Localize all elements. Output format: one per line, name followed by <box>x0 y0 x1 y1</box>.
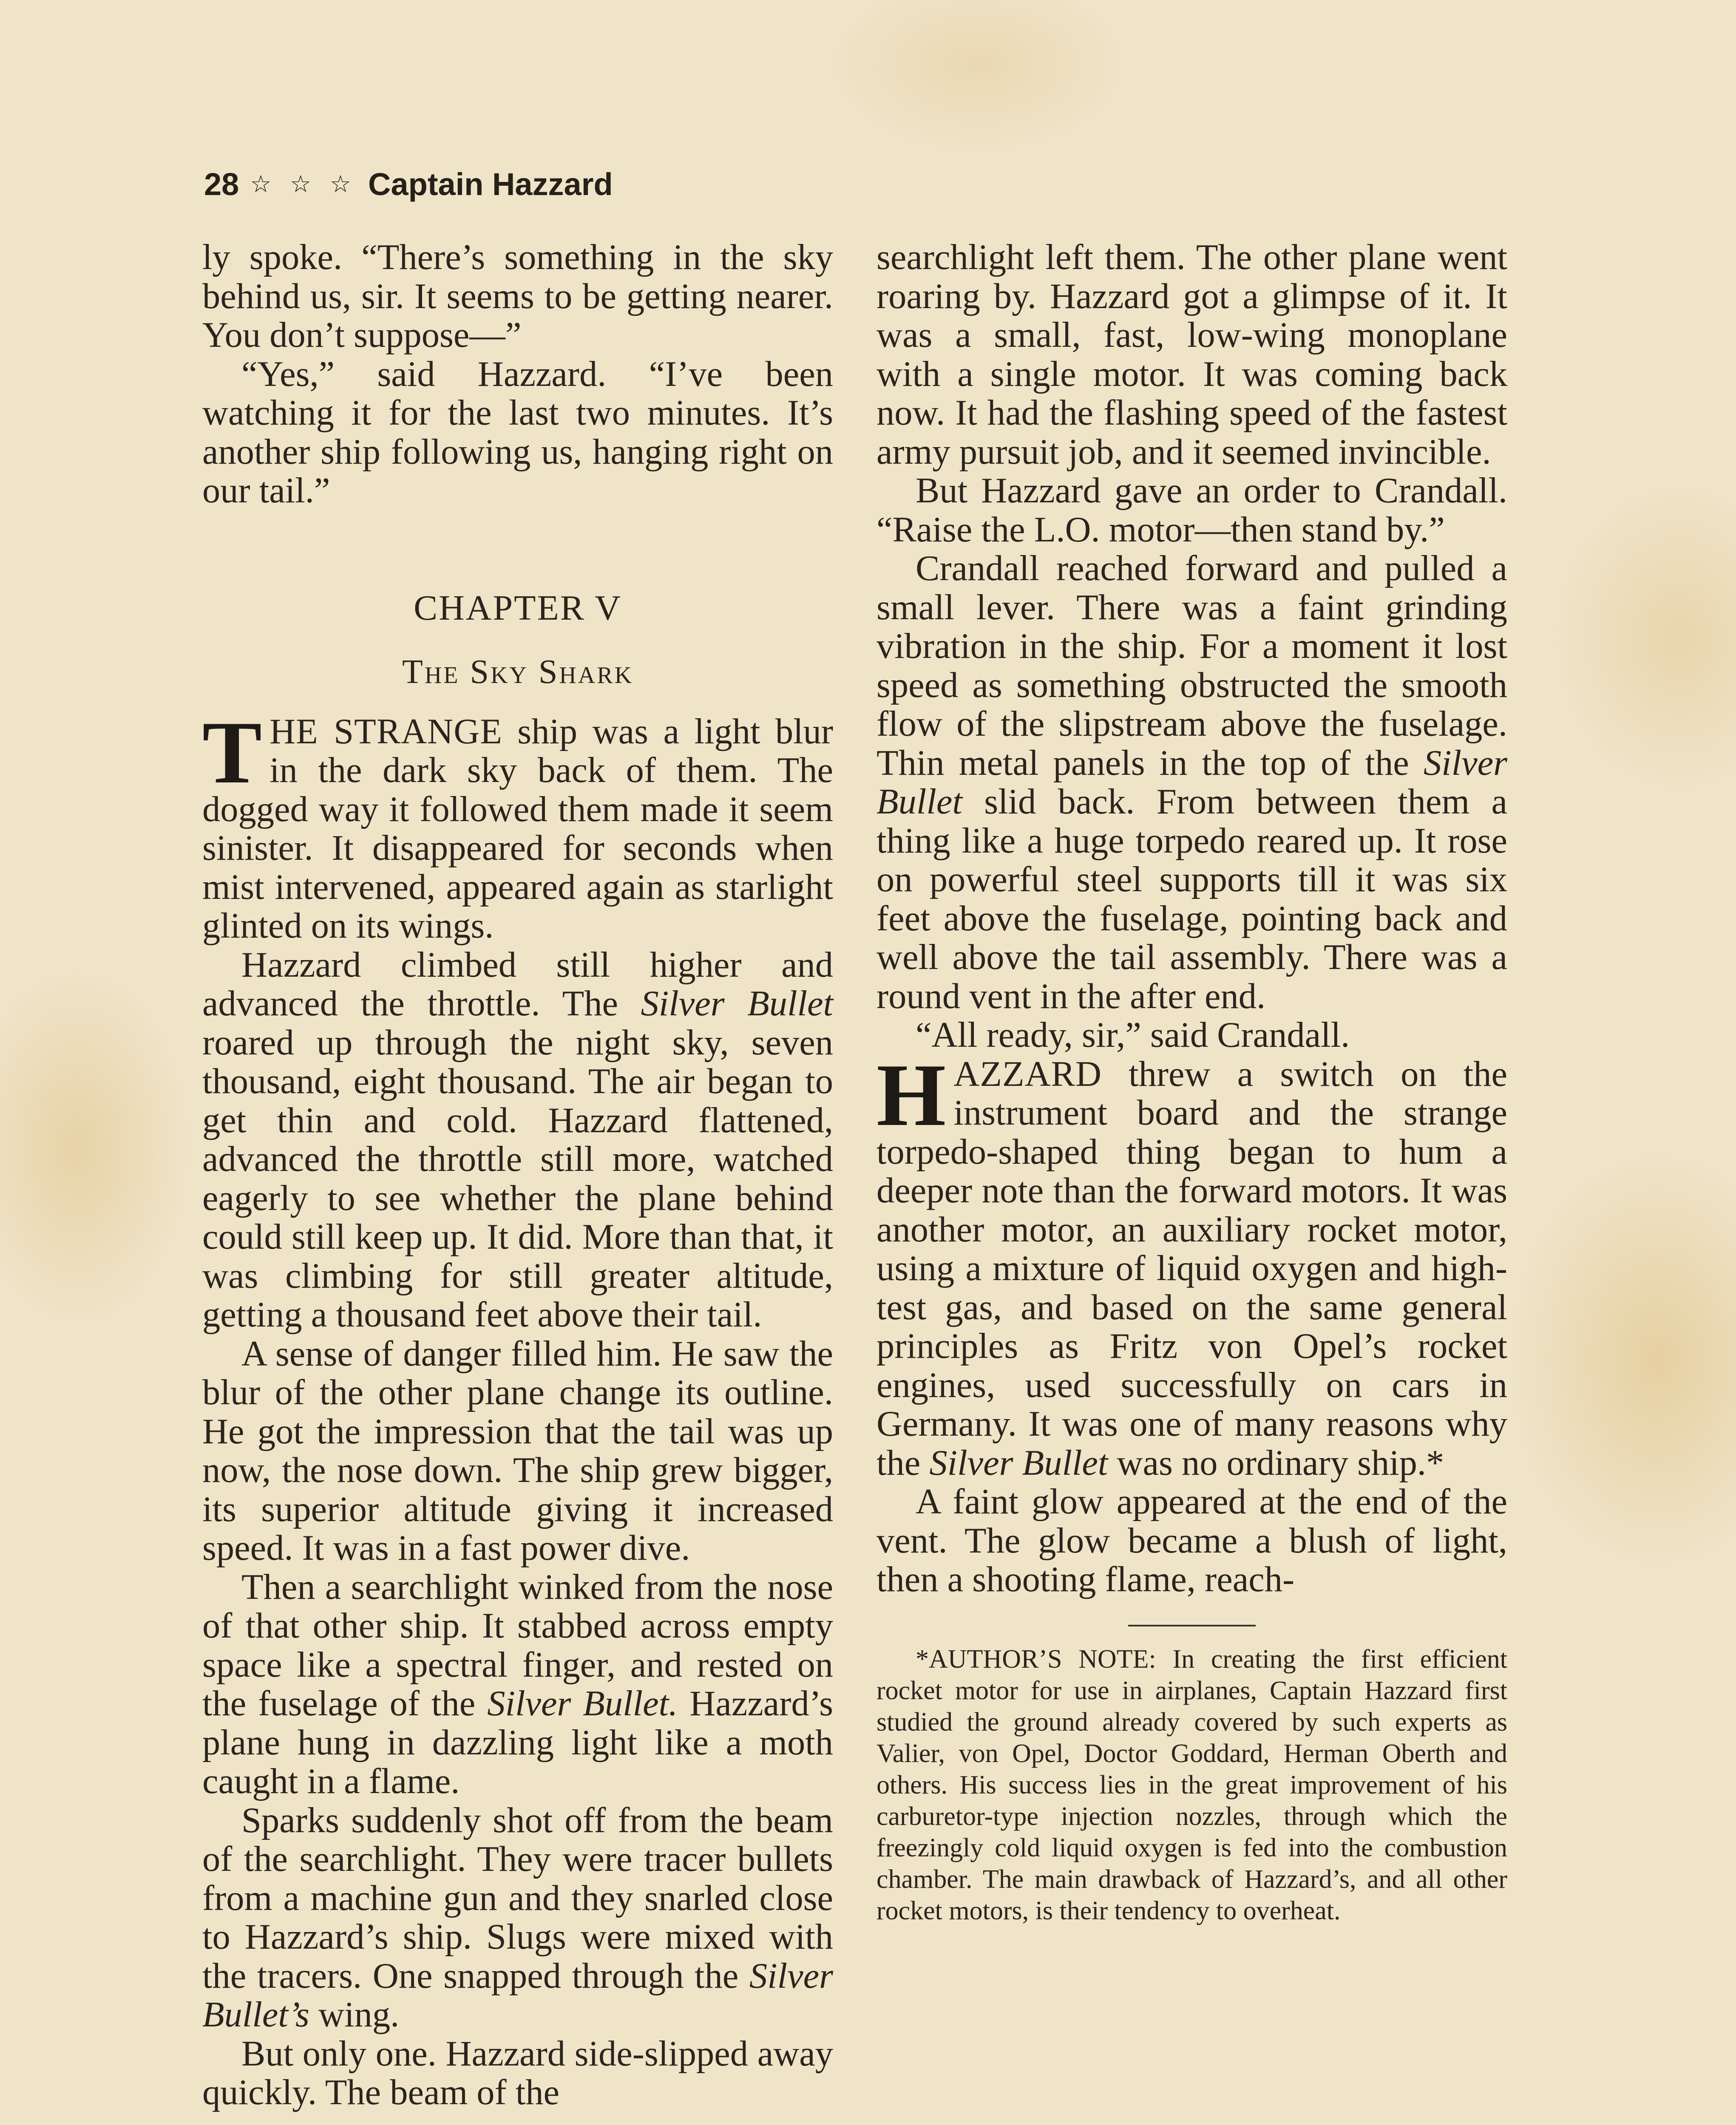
ship-name: Silver Bullet <box>929 1443 1108 1483</box>
paragraph <box>202 1568 833 1801</box>
paragraph: But Hazzard gave an order to Crandall. “Raise the L.O. motor—then stand by.” <box>877 471 1507 550</box>
paragraph <box>877 549 1507 1016</box>
right-column <box>877 238 1507 1927</box>
paragraph-text: ship was a light blur in the dark sky back of them. The dogged way it followed them made it seem sinister. It disappeared for seconds when mist intervened, appeared again as starlight glinted on its wings. <box>202 711 833 946</box>
author-footnote: *AUTHOR’S NOTE: In creating the first efficient rocket motor for use in airplanes, Captain Hazzard first studied the ground already covered by such experts as Valier, von Opel, Doctor Goddard, Herman Oberth and others. His success lies in the great improvement of his carburetor-type injection nozzles, through which the freezingly cold liquid oxygen is fed into the combustion chamber. The main drawback of Hazzard’s, and all other rocket motors, is their tendency to overheat. <box>877 1644 1507 1925</box>
chapter-subtitle: The Sky Shark <box>402 653 634 691</box>
paragraph: A faint glow appeared at the end of the vent. The glow became a blush of light, then a shooting flame, reach- <box>877 1482 1507 1599</box>
paragraph: “Yes,” said Hazzard. “I’ve been watching it for the last two minutes. It’s another ship following us, hanging right on our tail.” <box>202 354 833 510</box>
paragraph: But only one. Hazzard side-slipped away quickly. The beam of the <box>202 2034 833 2112</box>
drop-cap: H <box>877 1046 946 1145</box>
paragraph-text: slid back. From between them a thing like a huge torpedo reared up. It rose on powerful steel supports till it was six feet above the fuselage, pointing back and well above the tail assembly. There was a round vent in the after end. <box>877 782 1507 1016</box>
paragraph <box>202 946 833 1334</box>
paragraph: A sense of danger filled him. He saw the blur of the other plane change its outline. He got the impression that the tail was up now, the nose down. The ship grew bigger, its superior altitude giving it increased speed. It was in a fast power dive. <box>202 1334 833 1568</box>
ship-name: Silver Bullet <box>641 984 833 1023</box>
lead-in: AZZARD <box>953 1054 1102 1094</box>
paragraph-text: was no ordinary ship.* <box>1108 1443 1444 1483</box>
lead-in: HE STRANGE <box>269 711 502 751</box>
chapter-title: CHAPTER V <box>414 588 622 628</box>
paragraph-text: Sparks suddenly shot off from the beam of the searchlight. They were tracer bullets from a machine gun and they snarled close to Hazzard’s ship. Slugs were mixed with the tracers. One snapped through the <box>202 1800 833 1996</box>
running-header <box>204 161 613 207</box>
star-ornament: ☆ ☆ ☆ <box>250 170 357 197</box>
paragraph <box>202 703 833 946</box>
paragraph-text: wing. <box>309 1995 400 2034</box>
paragraph <box>877 1046 1507 1483</box>
paragraph-text: roared up through the night sky, seven thousand, eight thousand. The air began to get thin and cold. Hazzard flattened, advanced the throttle still more, watched eagerly to see whether the plane behind could still keep up. It did. More than that, it was climbing for still greater altitude, getting a thousand feet above their tail. <box>202 1023 833 1334</box>
paragraph-text: Then a searchlight winked from the nose of that other ship. It stabbed across empty space like a spectral finger, and rested on the fuselage of the <box>202 1567 833 1723</box>
paragraph: ly spoke. “There’s something in the sky behind us, sir. It seems to be getting nearer. You don’t suppose—” <box>202 238 833 355</box>
paragraph-text: Hazzard climbed still higher and advanced the throttle. The <box>202 945 833 1023</box>
footnote-divider <box>1128 1625 1256 1626</box>
paragraph-text: threw a switch on the instrument board and the strange torpedo-shaped thing began to hum a deeper note than the forward motors. It was another motor, an auxiliary rocket motor, using a mixture of liquid oxygen and high-test gas, and based on the same general principles as Fritz von Opel’s rocket engines, used successfully on cars in Germany. It was one of many reasons why the <box>877 1054 1507 1483</box>
ship-name: Silver Bullet’s <box>202 1956 833 2034</box>
running-title: Captain Hazzard <box>368 166 613 202</box>
drop-cap: T <box>202 703 262 802</box>
paragraph-text: Crandall reached forward and pulled a small lever. There was a faint grinding vibration in the ship. For a moment it lost speed as something obstructed the smooth flow of the slipstream above the fuselage. Thin metal panels in the top of the <box>877 549 1507 783</box>
paragraph: “All ready, sir,” said Crandall. <box>916 1015 1350 1055</box>
paragraph: searchlight left them. The other plane went roaring by. Hazzard got a glimpse of it. It was a small, fast, low-wing monoplane with a single motor. It was coming back now. It had the flashing speed of the fastest army pursuit job, and it seemed invincible. <box>877 238 1507 472</box>
ship-name: Silver Bullet <box>877 743 1507 822</box>
paragraph <box>202 1801 833 2034</box>
page-number: 28 <box>204 166 239 202</box>
paragraph-text: Hazzard’s plane hung in dazzling light like a moth caught in a flame. <box>202 1684 833 1801</box>
ship-name: Silver Bullet. <box>487 1684 678 1723</box>
left-column <box>202 238 833 2112</box>
